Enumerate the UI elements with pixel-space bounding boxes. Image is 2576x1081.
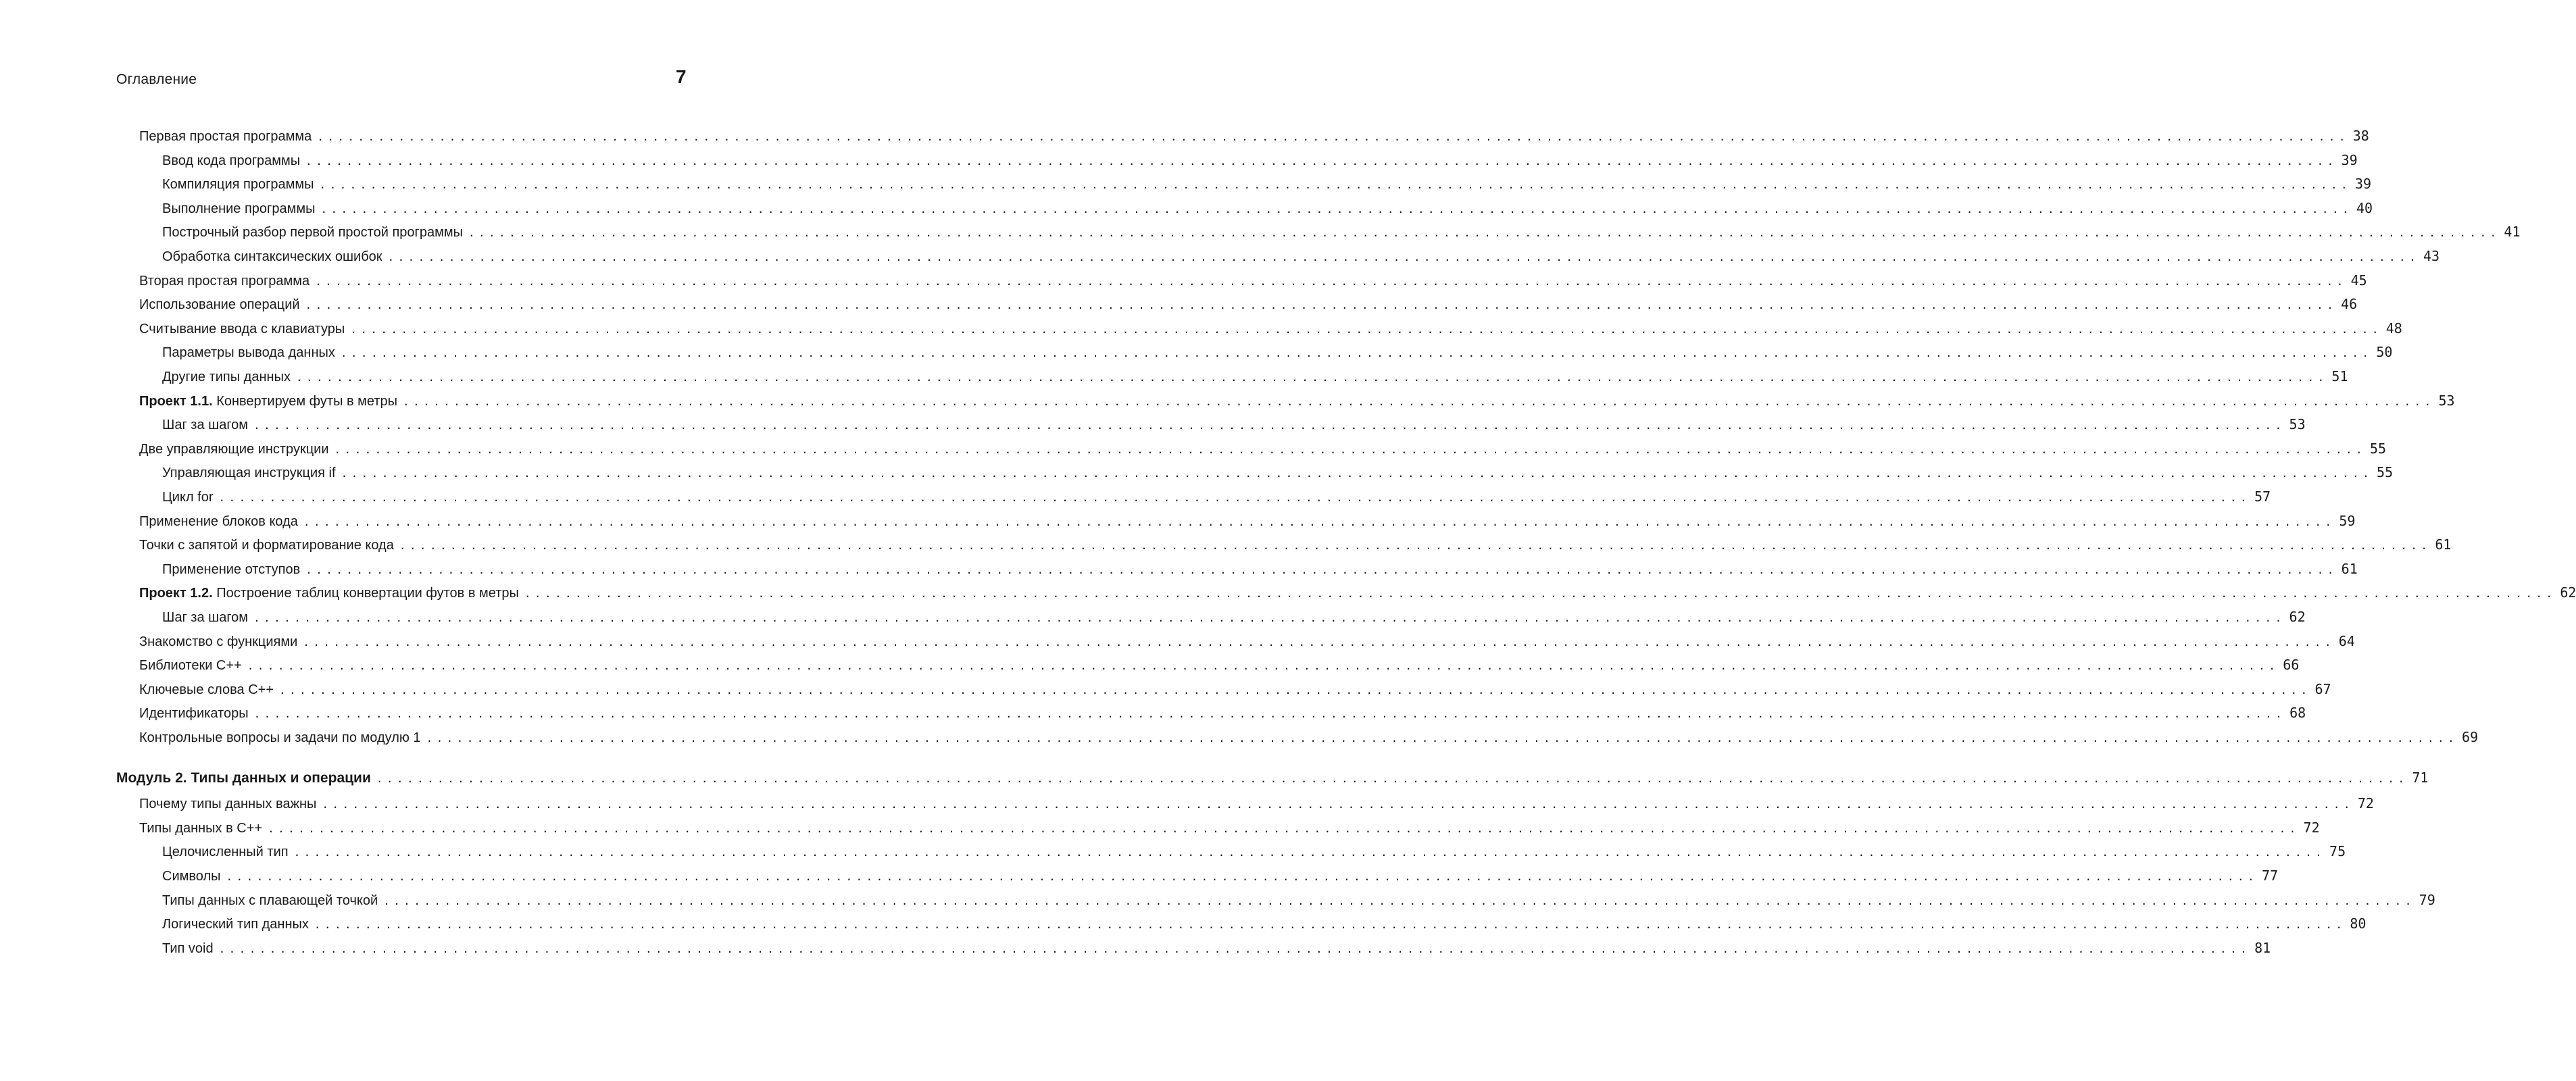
toc-entry-title [139,535,394,555]
toc-entry-text: Шаг за шагом [162,610,249,625]
toc-entry [162,841,2346,861]
toc-entry [162,198,2373,218]
toc-entry [139,679,2331,699]
toc-entry-text: Две управляющие инструкции [139,442,329,457]
dot-leader: ........................................................................................................................................................................................................ [253,419,2285,432]
toc-entry-text: Модуль 2. Типы данных и операции [116,770,371,786]
toc-entry-page: 71 [2412,770,2429,786]
toc-entry-title [139,391,397,411]
toc-entry-text: Тип void [162,941,214,956]
toc-entry-page: 55 [2377,464,2394,480]
toc-entry-text: Применение отступов [162,562,301,577]
toc-entry-text: Использование операций [139,297,300,312]
toc-entry-page: 38 [2352,128,2369,144]
toc-module-entry [116,768,2429,788]
toc-entry-text: Построчный разбор первой простой программы [162,225,463,240]
toc-entry [162,174,2372,194]
toc-entry-title [162,914,309,934]
dot-leader: ........................................................................................................................................................................................................ [305,155,2337,168]
toc-entry-page: 80 [2350,915,2367,932]
dot-leader: ........................................................................................................................................................................................................ [303,636,2335,649]
toc-entry-text: Почему типы данных важны [139,797,317,811]
dot-leader: ........................................................................................................................................................................................................ [383,895,2415,907]
toc-entry-text: Знакомство с функциями [139,634,298,649]
dot-leader: ........................................................................................................................................................................................................ [218,942,2251,955]
toc-entry-page: 48 [2385,320,2402,336]
toc-entry-title [139,818,262,838]
toc-entry [139,818,2320,838]
toc-entry-title [139,319,345,339]
dot-leader: ........................................................................................................................................................................................................ [468,226,2500,239]
toc-entry-title [139,583,519,603]
toc-entry-page: 45 [2350,272,2367,288]
toc-entry-page: 39 [2355,176,2372,192]
dot-leader: ........................................................................................................................................................................................................ [218,491,2251,504]
toc-entry [139,511,2356,531]
toc-entry [139,126,2369,146]
toc-entry [162,414,2306,434]
toc-entry [162,486,2271,507]
toc-entry-page: 77 [2261,868,2279,884]
toc-entry [139,655,2300,675]
dot-leader: ........................................................................................................................................................................................................ [247,659,2279,672]
toc-entry-text: Логический тип данных [162,917,309,932]
toc-entry-title [139,655,242,676]
dot-leader: ........................................................................................................................................................................................................ [387,251,2420,263]
dot-leader: ........................................................................................................................................................................................................ [279,684,2311,697]
dot-leader: ........................................................................................................................................................................................................ [320,203,2353,216]
toc-entry-title [139,271,309,291]
dot-leader: ........................................................................................................................................................................................................ [253,611,2285,624]
toc-entry-title [162,222,463,243]
toc-entry-title [116,768,371,788]
toc-entry-page: 72 [2303,820,2320,836]
toc-entry-text: Выполнение программы [162,201,316,216]
toc-entry-page: 57 [2254,488,2271,505]
dot-leader: ........................................................................................................................................................................................................ [226,870,2258,883]
toc-entry-text: Ключевые слова C++ [139,682,274,697]
toc-entry-text: Другие типы данных [162,370,291,384]
dot-leader: ........................................................................................................................................................................................................ [334,443,2367,456]
toc-entry-page: 66 [2283,657,2300,673]
toc-entry-title [162,607,248,628]
toc-entry [162,559,2358,579]
toc-entry-text: Библиотеки C++ [139,658,242,673]
toc-entry [139,534,2452,555]
toc-entry-page: 53 [2289,416,2306,432]
toc-entry-text: Построение таблиц конвертации футов в метры [212,586,519,601]
toc-entry-page: 53 [2438,393,2455,409]
toc-entry-title [139,680,274,700]
toc-entry-project-label: Проект 1.1. [139,394,213,409]
toc-entry-text: Ввод кода программы [162,153,301,168]
toc-entry-text: Типы данных с плавающей точкой [162,893,378,908]
toc-entry-page: 75 [2329,843,2346,859]
toc-entry-text: Цикл for [162,490,214,505]
toc-entry-text: Контрольные вопросы и задачи по модулю 1 [139,730,421,745]
toc-entry-text: Целочисленный тип [162,845,289,859]
toc-entry [162,150,2358,170]
toc-entry-page: 67 [2314,681,2331,697]
toc-entry-title [162,199,315,219]
toc-entry-title [162,559,300,580]
toc-entry [139,727,2479,747]
toc-entry-title [162,151,300,171]
toc-entry-page: 50 [2376,344,2393,360]
toc-entry [139,270,2367,291]
toc-entry [139,582,2576,603]
toc-entry-page: 59 [2339,513,2356,529]
toc-entry [139,294,2358,314]
toc-entry-page: 39 [2341,152,2358,168]
toc-entry [162,865,2279,886]
toc-entry-page: 72 [2357,795,2374,811]
toc-entry-title [162,890,378,911]
page-number: 7 [676,66,687,87]
toc-entry-text: Вторая простая программа [139,274,310,288]
toc-entry-text: Точки с запятой и форматирование кода [139,538,394,553]
toc-entry-title [162,415,248,435]
dot-leader: ........................................................................................................................................................................................................ [426,732,2458,745]
dot-leader: ........................................................................................................................................................................................................ [305,563,2337,576]
toc-entry-title [162,174,314,195]
toc-entry-page: 55 [2369,441,2387,457]
toc-entry-page: 69 [2462,729,2479,745]
toc-entry-title [162,367,291,387]
toc-entry-page: 61 [2341,561,2358,577]
dot-leader: ........................................................................................................................................................................................................ [524,587,2556,600]
toc-entry-text: Идентификаторы [139,706,249,721]
toc-entry-title [139,511,298,532]
toc-entry-text: Компиляция программы [162,177,314,192]
toc-entry-page: 40 [2356,200,2373,216]
toc-entry-page: 41 [2504,224,2521,240]
dot-leader: ........................................................................................................................................................................................................ [350,323,2382,336]
toc-entry [162,222,2521,242]
toc-entry-title [139,295,300,315]
toc-entry-text: Символы [162,869,221,884]
toc-entry-text: Считывание ввода с клавиатуры [139,322,345,336]
toc-entry-text: Типы данных в C++ [139,821,263,836]
dot-leader: ........................................................................................................................................................................................................ [376,772,2408,785]
toc-entry-page: 79 [2419,892,2435,908]
toc-entry [162,462,2394,482]
toc-entry-page: 61 [2435,536,2452,553]
dot-leader: ........................................................................................................................................................................................................ [315,275,2347,288]
toc-entry [139,391,2455,411]
toc-entry-page: 64 [2338,633,2355,649]
toc-entry [139,703,2306,723]
toc-entry-text: Первая простая программа [139,129,312,144]
dot-leader: ........................................................................................................................................................................................................ [322,798,2354,811]
dot-leader: ........................................................................................................................................................................................................ [303,516,2335,528]
toc-entry-title [162,842,289,862]
toc-entry-text: Управляющая инструкция if [162,466,336,480]
toc-entry [162,246,2440,266]
toc-entry-page: 62 [2560,584,2576,601]
dot-leader: ........................................................................................................................................................................................................ [305,299,2337,311]
dot-leader: ........................................................................................................................................................................................................ [295,371,2328,384]
toc-entry-title [162,247,382,267]
toc-entry-title [139,728,421,748]
dot-leader: ........................................................................................................................................................................................................ [340,347,2373,359]
toc-entry [162,913,2367,934]
toc-entry [139,438,2387,459]
toc-entry-title [162,938,214,959]
dot-leader: ........................................................................................................................................................................................................ [317,130,2349,143]
toc-entry-project-label: Проект 1.2. [139,586,213,601]
toc-entry-page: 43 [2423,248,2440,264]
toc-entry-text: Шаг за шагом [162,418,249,432]
toc-entry [139,318,2402,338]
dot-leader: ........................................................................................................................................................................................................ [341,467,2373,480]
toc-entry-title [139,632,297,652]
toc-entry-title [162,487,214,507]
toc-entry [139,793,2374,813]
toc-entry-page: 51 [2331,368,2348,384]
toc-entry [162,607,2306,627]
dot-leader: ........................................................................................................................................................................................................ [293,846,2326,859]
toc-entry-page: 46 [2341,296,2358,312]
toc-entry-text: Параметры вывода данных [162,345,335,360]
dot-leader: ........................................................................................................................................................................................................ [403,395,2435,408]
toc-entry-title [162,343,335,363]
toc-entry-title [139,126,312,147]
dot-leader: ........................................................................................................................................................................................................ [314,918,2346,931]
toc-entry-page: 81 [2254,940,2271,956]
toc-entry [162,890,2435,910]
toc-entry-title [162,463,336,483]
toc-entry [162,342,2393,362]
running-header: Оглавление [116,72,197,87]
dot-leader: ........................................................................................................................................................................................................ [253,707,2286,720]
dot-leader: ........................................................................................................................................................................................................ [319,178,2352,191]
dot-leader: ........................................................................................................................................................................................................ [268,822,2300,835]
toc-entry-title [139,794,316,814]
toc-entry [139,631,2355,651]
toc-entry-title [139,439,329,459]
toc-entry-page: 68 [2289,705,2306,721]
toc-entry [162,938,2271,958]
toc-entry-title [139,703,249,724]
toc-entry [162,366,2348,386]
toc-entry-page: 62 [2289,609,2306,625]
toc-entry-text: Конвертируем футы в метры [212,394,398,409]
toc-entry-text: Обработка синтаксических ошибок [162,249,382,264]
dot-leader: ........................................................................................................................................................................................................ [399,539,2431,552]
toc-entry-title [162,866,221,886]
toc-entry-text: Применение блоков кода [139,514,298,529]
